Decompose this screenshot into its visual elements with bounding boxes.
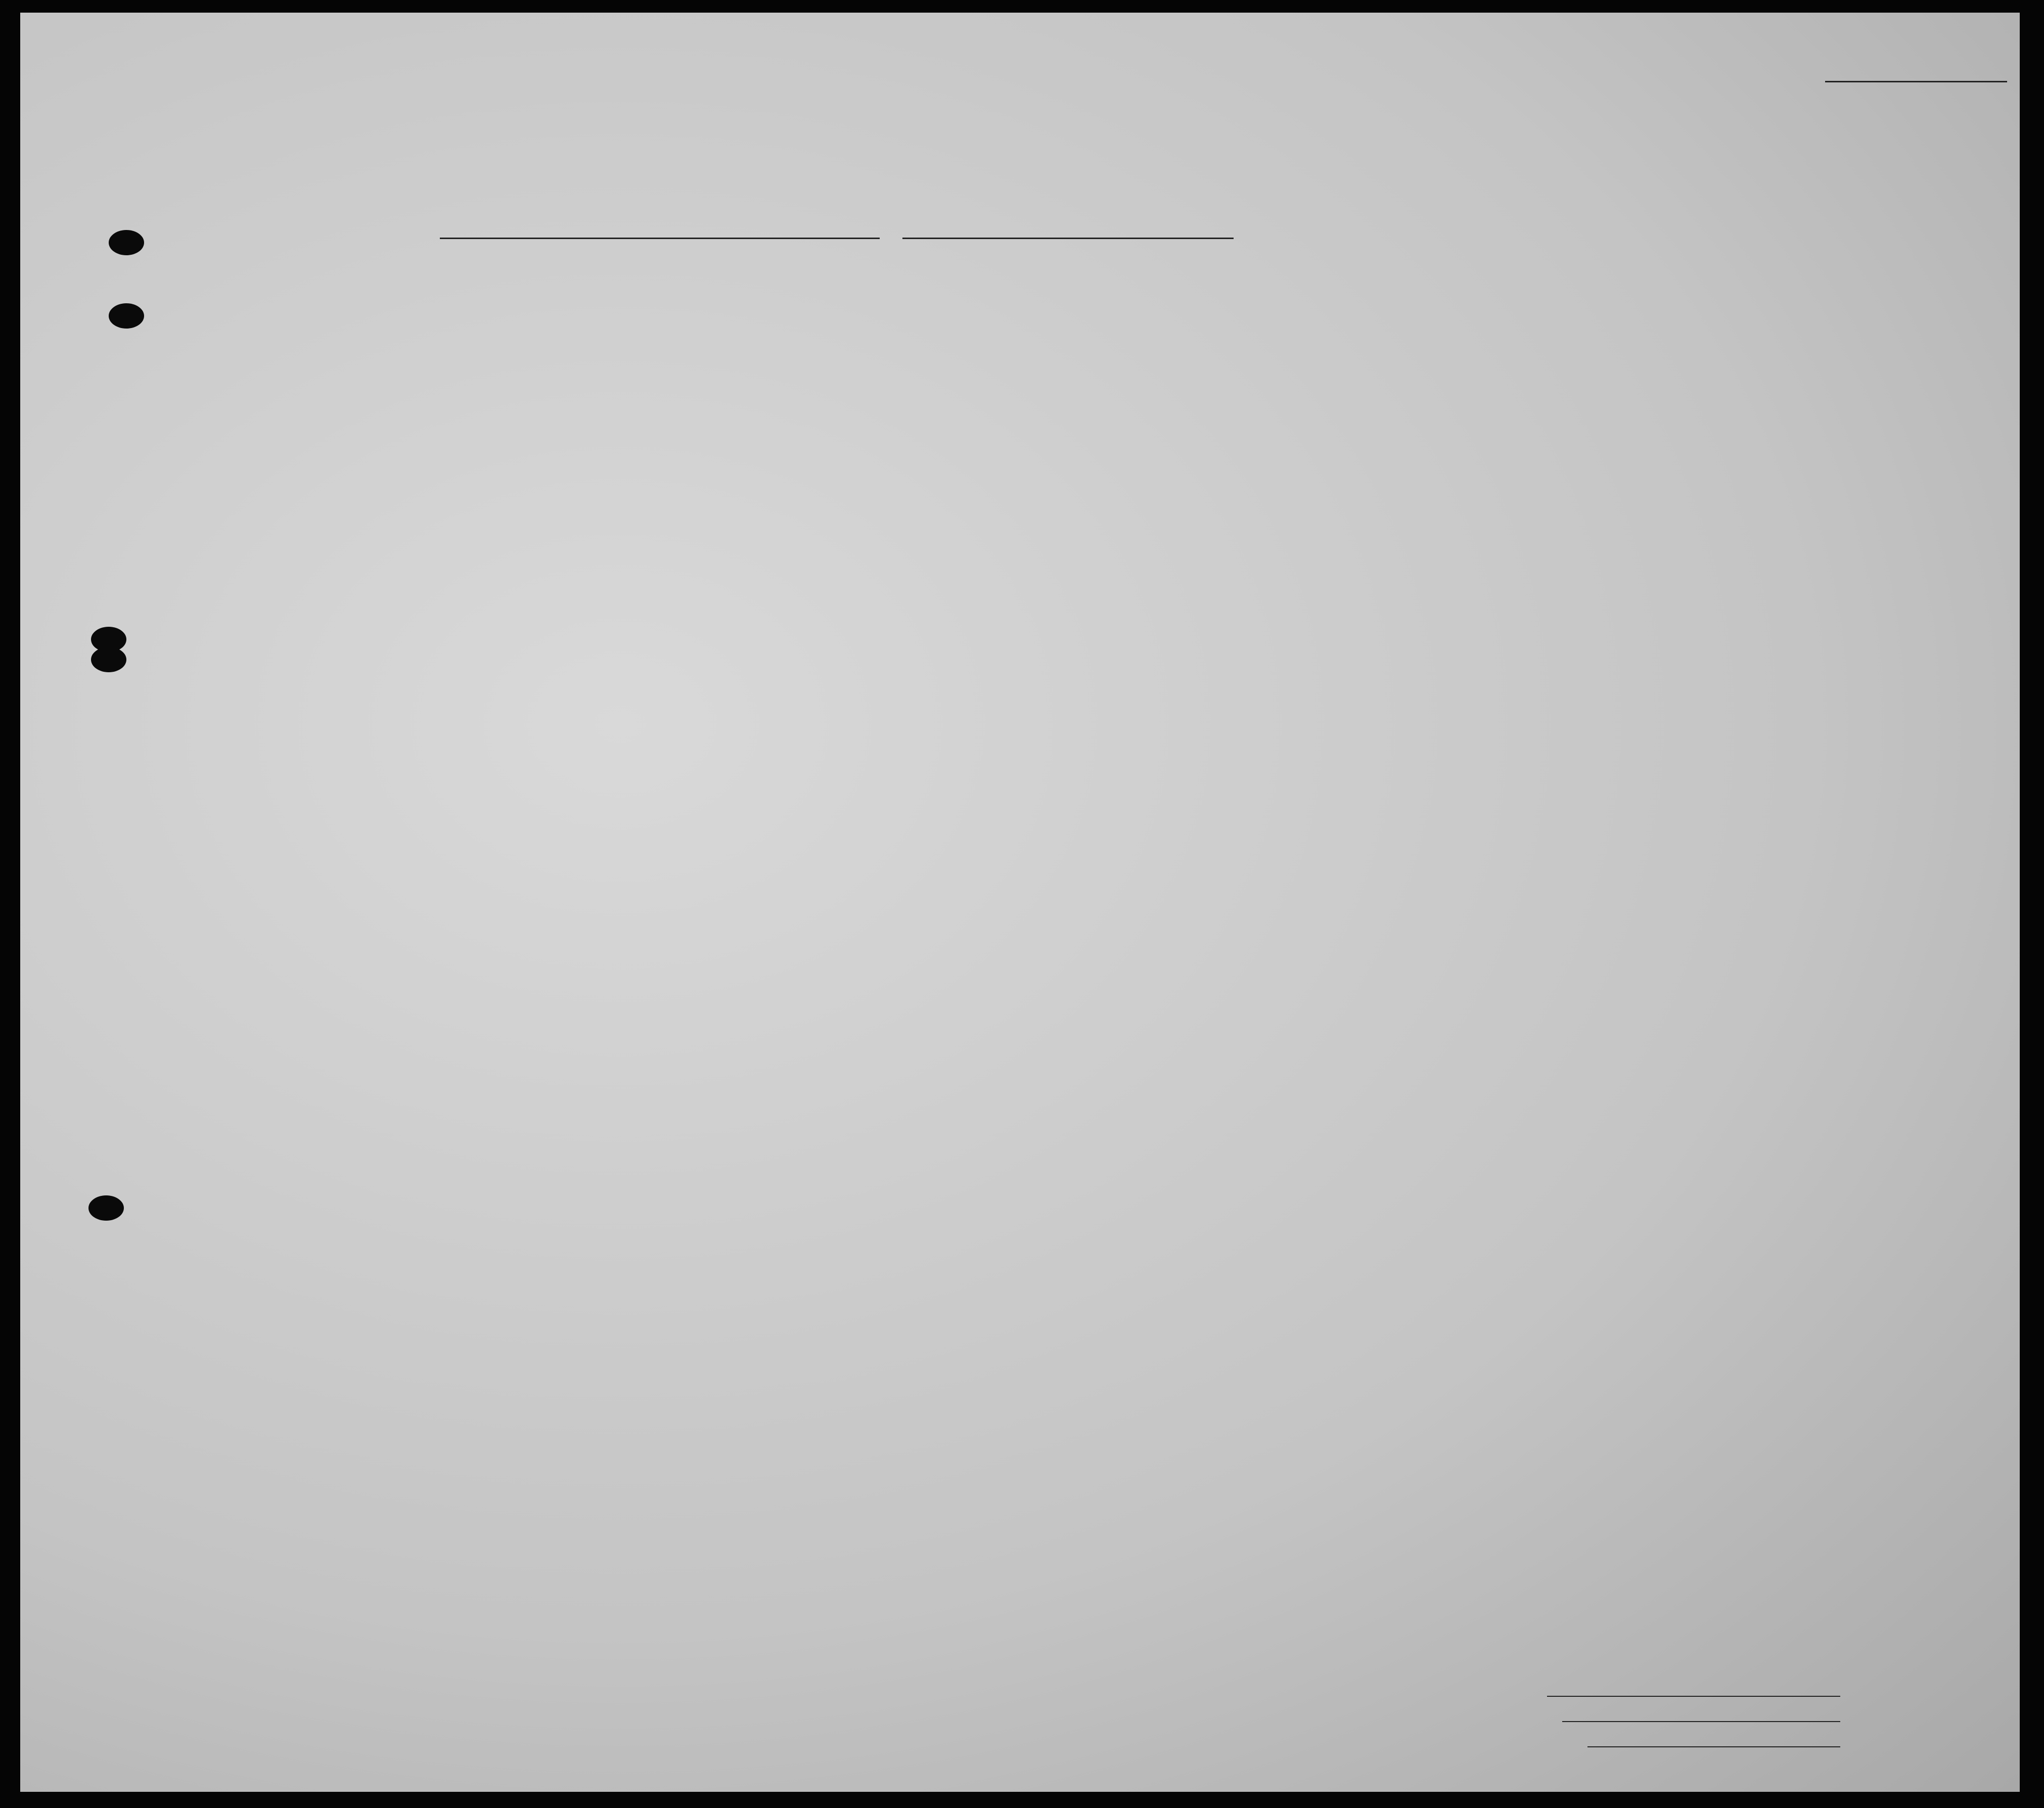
line-rule <box>1547 1696 1840 1697</box>
header-anarchist <box>1381 296 1404 397</box>
agents-rule <box>1587 1746 1840 1747</box>
table-grid <box>20 13 2020 1792</box>
manifest-sheet <box>20 13 2020 1792</box>
header-polygamist <box>1357 296 1380 397</box>
owners-rule <box>1562 1721 1840 1722</box>
